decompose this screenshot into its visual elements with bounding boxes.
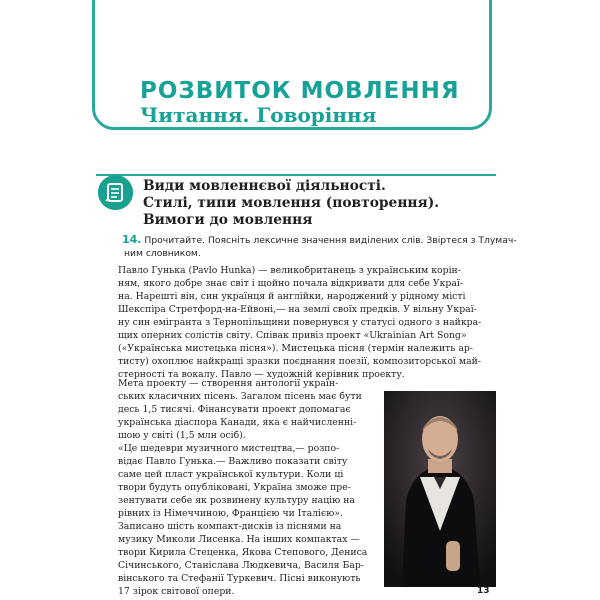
text-line: ням, якого добре знає світ і щойно почала відкривати для себе Украї- (118, 278, 464, 289)
section-heading-line: Стилі, типи мовлення (повторення). (143, 195, 440, 211)
text-line: Шекспіра Стретфорд-на-Ейвоні,— на землі своїх предків. У вільну Украї- (118, 304, 477, 315)
text-line: щих оперних солістів світу. Співак привіз проект «Ukrainian Art Song» (118, 330, 467, 341)
text-line: десь 1,5 тисячі. Фінансувати проект допомагає (118, 404, 351, 415)
section-heading (143, 178, 439, 229)
section-divider (96, 174, 496, 176)
task-number: 14. (122, 233, 142, 246)
text-line: тисту) охоплює найкращі зразки поєднання поезії, композиторської май- (118, 356, 481, 367)
section-heading-line: Вимоги до мовлення (143, 212, 313, 228)
text-line: рівних із Німеччиною, Францією чи Італією». (118, 508, 343, 519)
chapter-title: РОЗВИТОК МОВЛЕННЯ (140, 78, 460, 104)
chapter-subtitle: Читання. Говоріння (140, 103, 377, 127)
text-line: Павло Гунька (Pavlo Hunka) — великобританець з українським корін- (118, 265, 461, 276)
text-line: стерності та вокалу. Павло — художній керівник проекту. (118, 369, 405, 380)
text-line: («Українська мистецька пісня»). Мистецька пісня (термін належить ар- (118, 343, 473, 354)
portrait-photo (384, 391, 496, 587)
text-line: твори Кирила Стеценка, Якова Степового, Дениса (118, 547, 368, 558)
text-line: 17 зірок світової опери. (118, 586, 235, 597)
text-line: Січинського, Станіслава Людкевича, Василя Бар- (118, 560, 364, 571)
text-line: вінського та Стефанії Туркевич. Пісні виконують (118, 573, 361, 584)
text-line: Мета проекту — створення антології україн- (118, 378, 339, 389)
text-line: «Це шедеври музичного мистецтва,— розпо- (118, 443, 340, 454)
text-line: відає Павло Гунька.— Важливо показати світу (118, 456, 348, 467)
text-line: саме цей пласт української культури. Коли ці (118, 469, 344, 480)
scroll-icon (98, 175, 133, 210)
text-line: музику Миколи Лисенка. На інших компактах — (118, 534, 360, 545)
page-number: 13 (477, 586, 490, 596)
task-instruction (122, 233, 517, 260)
task-instruction-line: Прочитайте. Поясніть лексичне значення виділених слів. Звіртеся з Тлумач- (144, 235, 517, 246)
text-line: ських класичних пісень. Загалом пісень має бути (118, 391, 362, 402)
reading-paragraph (118, 264, 481, 381)
section-heading-line: Види мовленнєвої діяльності. (143, 178, 386, 194)
reading-paragraph-narrow (118, 377, 367, 598)
text-line: твори будуть опубліковані, Україна зможе пре- (118, 482, 351, 493)
text-line: зентувати себе як розвинену культуру націю на (118, 495, 355, 506)
text-line: шою у світі (1,5 млн осіб). (118, 430, 246, 441)
text-line: ну син емігранта з Тернопільщини повернувся у статусі одного з найкра- (118, 317, 482, 328)
text-line: Записано шість компакт-дисків із піснями на (118, 521, 342, 532)
text-line: українська діаспора Канади, яка є найчисленні- (118, 417, 357, 428)
text-line: на. Нарешті він, син українця й англійки, народжений у рідному місті (118, 291, 466, 302)
task-instruction-line: ним словником. (124, 248, 201, 259)
